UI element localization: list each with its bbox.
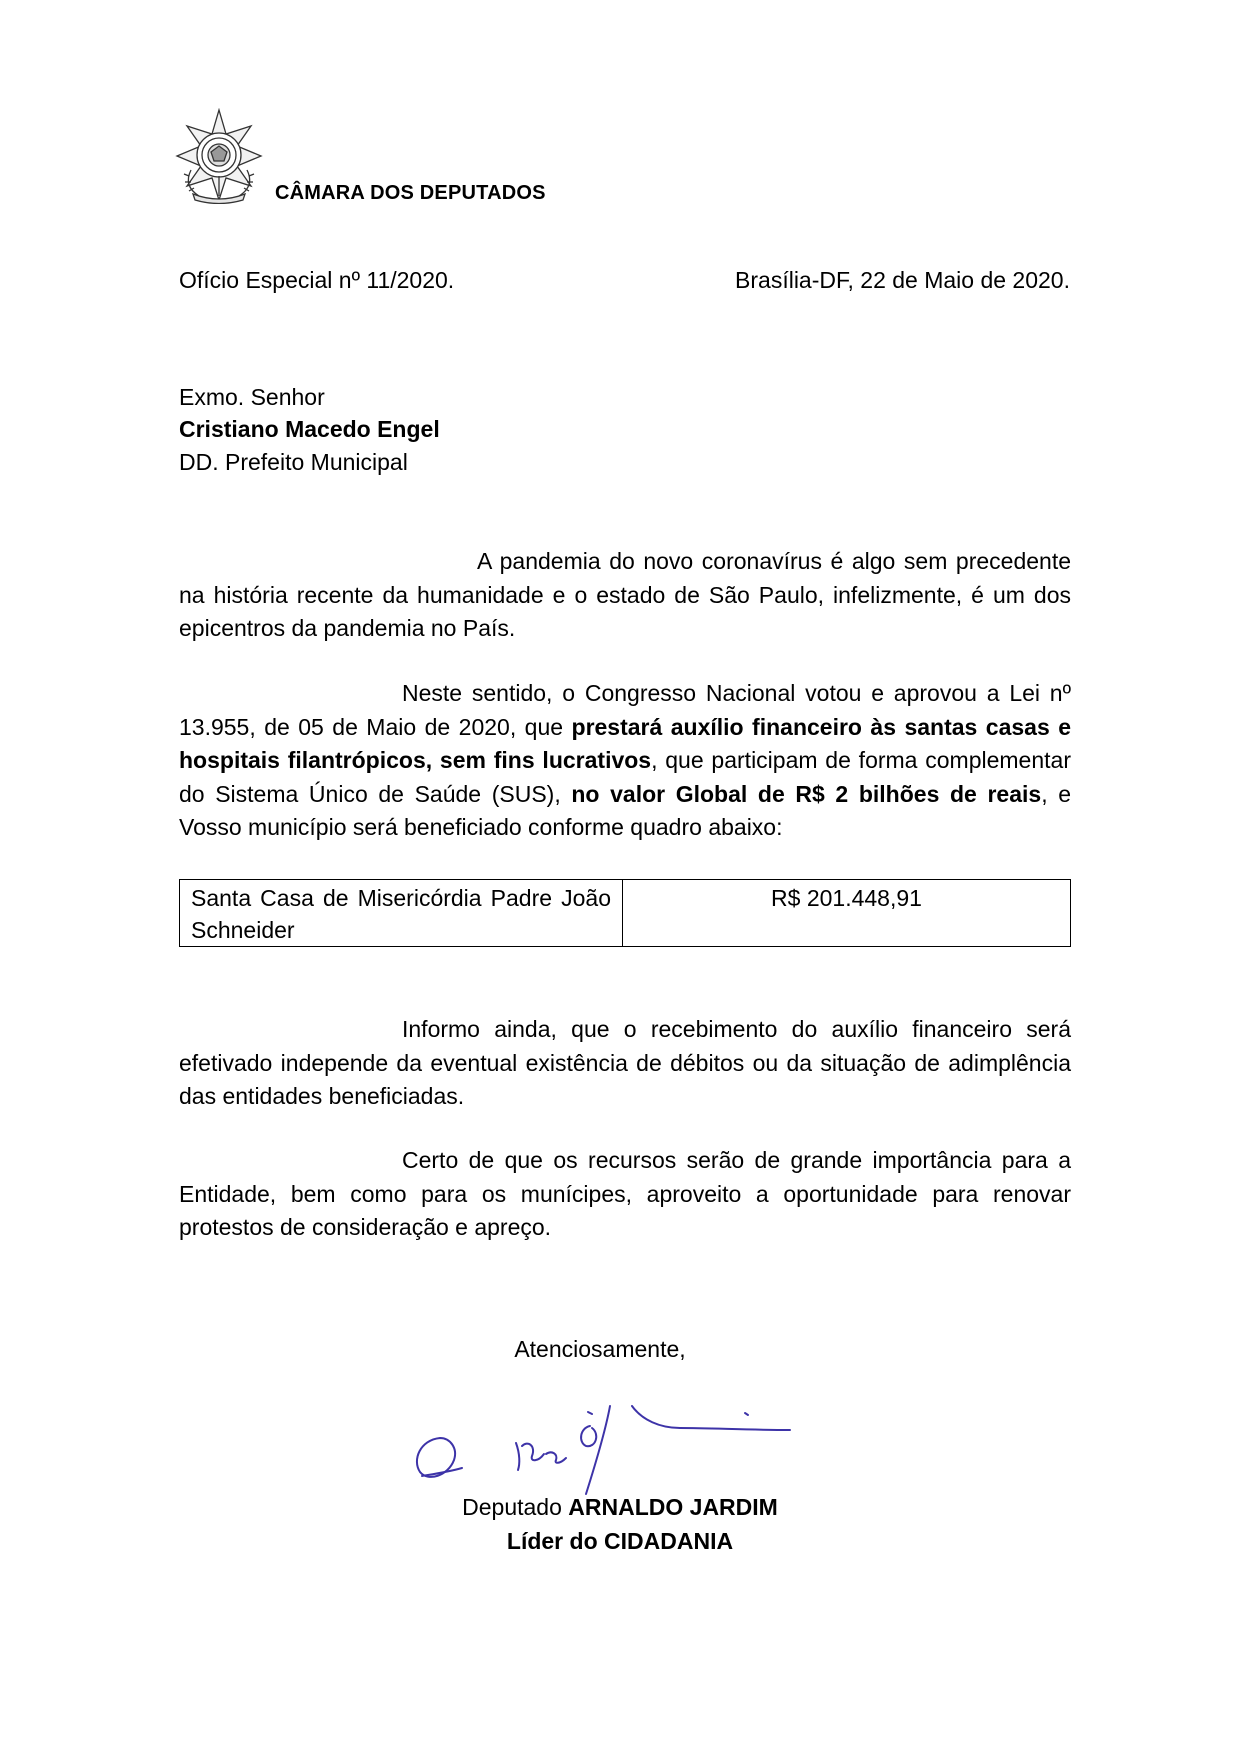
valediction: Atenciosamente, (514, 1336, 686, 1362)
handwritten-signature (410, 1398, 850, 1508)
amount-cell: R$ 201.448,91 (623, 880, 1071, 947)
place-date: Brasília-DF, 22 de Maio de 2020. (735, 267, 1070, 293)
recipient-title: DD. Prefeito Municipal (179, 449, 408, 475)
paragraph-1 (179, 545, 1071, 646)
signer-name: ARNALDO JARDIM (568, 1494, 778, 1520)
recipient-salutation: Exmo. Senhor (179, 384, 325, 410)
entity-cell: Santa Casa de Misericórdia Padre João Schneider (180, 880, 623, 947)
paragraph-2-emphasis-amount: no valor Global de R$ 2 bilhões de reais (571, 780, 1042, 807)
paragraph-2-emphasis-aid: prestará auxílio financeiro às santas casas e hospitais filantrópicos, sem fins lucrativos (179, 713, 1071, 773)
paragraph-2-text-end: , e Vosso município será beneficiado conforme quadro abaixo: (179, 780, 1072, 840)
paragraph-3-text: Informo ainda, que o recebimento do auxílio financeiro será efetivado independe da eventual existência de débitos ou da situação de adimplência das entidades beneficiadas. (179, 1016, 1071, 1109)
institution-name: CÂMARA DOS DEPUTADOS (275, 182, 546, 204)
signer-line (350, 1494, 890, 1521)
recipient-name: Cristiano Macedo Engel (179, 416, 440, 442)
letter-reference: Ofício Especial nº 11/2020. (179, 267, 455, 293)
paragraph-2 (179, 677, 1071, 845)
signer-prefix: Deputado (462, 1494, 569, 1520)
grant-table (179, 879, 1071, 947)
paragraph-2-text: Neste sentido, o Congresso Nacional votou e aprovou a Lei nº 13.955, de 05 de Maio de 2020, que (179, 680, 1071, 740)
paragraph-4 (179, 1144, 1071, 1245)
paragraph-3 (179, 1013, 1071, 1114)
paragraph-1-text: A pandemia do novo coronavírus é algo sem precedente na história recente da humanidade e o estado de São Paulo, infelizmente, é um dos epicentros da pandemia no País. (179, 548, 1071, 641)
signer-role: Líder do CIDADANIA (506, 1528, 734, 1554)
brasao-republica-icon (173, 108, 265, 204)
paragraph-2-text-cont: , que participam de forma complementar do Sistema Único de Saúde (SUS), (179, 747, 1071, 807)
paragraph-4-text: Certo de que os recursos serão de grande importância para a Entidade, bem como para os munícipes, aproveito a oportunidade para renovar protestos de consideração e apreço. (179, 1147, 1071, 1240)
table-row (180, 880, 1071, 947)
